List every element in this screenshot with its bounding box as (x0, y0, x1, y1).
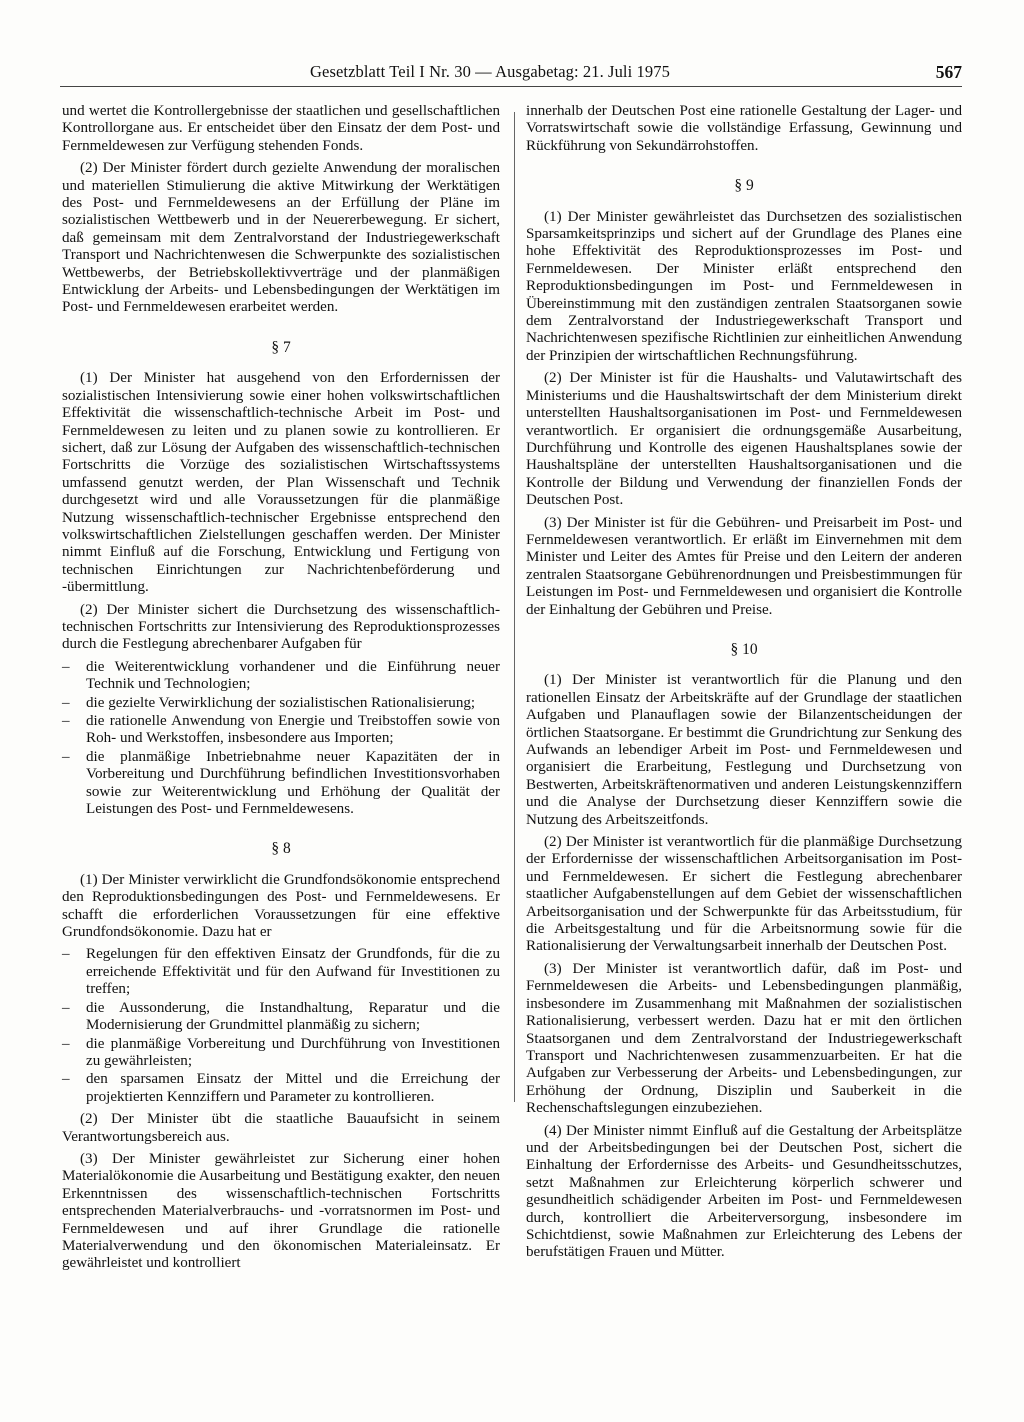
list-7 (62, 659, 500, 819)
list-item-text: die Aussonderung, die Instandhaltung, Reparatur und die Modernisierung der Grundmittel planmäßig zu sichern; (86, 999, 500, 1034)
paragraph-6-2: (2) Der Minister fördert durch gezielte Anwendung der moralischen und materiellen Stimulierung die aktive Mitwirkung der Werktätigen des Post- und Fernmeldewesens an der Erfüllung der Pläne im sozialistischen Wettbewerb und in der Neuererbewegung. Er sichert, daß gemeinsam mit dem Zentralvorstand der Industriegewerkschaft Transport und Nachrichtenwesen die Schwerpunkte des sozialistischen Wettbewerbs, der Betriebskollektivverträge und der planmäßigen Entwicklung der Arbeits- und Lebensbedingungen der Werktätigen im Post- und Fernmeldewesen erarbeitet werden. (62, 160, 500, 316)
list-item-text: die planmäßige Vorbereitung und Durchführung von Investitionen zu gewährleisten; (86, 1035, 500, 1069)
paragraph-8-3: (3) Der Minister gewährleistet zur Sicherung einer hohen Materialökonomie die Ausarbeitung und Bestätigung exakter, den neuen Erkenntnissen des wissenschaftlich-technischen Fortschritts entsprechenden Materialverbrauchs- und -vorratsnormen im Post- und Fernmeldewesen und auf ihrer Grundlage die rationelle Materialverwendung und den ökonomischen Materialeinsatz. Er gewährleistet und kontrolliert (62, 1150, 500, 1272)
paragraph-7-2: (2) Der Minister sichert die Durchsetzung des wissenschaftlich-technischen Fortschritts zur Intensivierung des Reproduktionsprozesses durch die Festlegung abrechenbarer Aufgaben für (62, 601, 500, 653)
list-item: – die gezielte Verwirklichung der sozialistischen Rationalisierung; (62, 694, 476, 711)
section-heading-9: § 9 (734, 177, 754, 195)
paragraph-10-2: (2) Der Minister ist verantwortlich für die planmäßige Durchsetzung der Erfordernisse der wissenschaftlichen Arbeitsorganisation im Post- und Fernmeldewesen. Er sichert die Festlegung abrechenbarer staatlicher Aufgabenstellungen auf dem Gebiet der wissenschaftlichen Arbeitsorganisation und der Schwerpunkte für das Arbeitsstudium, für die Arbeitsgestaltung und für die Arbeitsnormung sowie für die Rationalisierung der Verwaltungsarbeit innerhalb der Deutschen Post. (526, 834, 962, 955)
paragraph-10-1: (1) Der Minister ist verantwortlich für die Planung und den rationellen Einsatz der Arbeitskräfte auf der Grundlage der staatlichen Aufgaben und Planauflagen sowie der Bilanzentscheidungen der örtlichen Staatsorgane. Er bestimmt die Grundrichtung zur Senkung des Aufwands an lebendiger Arbeit im Post- und Fernmeldewesen und organisiert die Erarbeitung, Festlegung und Durchsetzung von Bestwerten, Arbeitskräftenormativen und anderen Leistungskennziffern und die Analyse der Durchsetzung dieser Kennziffern sowie die Nutzung des Arbeitszeitfonds. (526, 672, 962, 828)
list-item-text: den sparsamen Einsatz der Mittel und die Erreichung der projektierten Kennziffern und Parameter zu kontrollieren. (86, 1071, 500, 1105)
paragraph-8-2: (2) Der Minister übt die staatliche Bauaufsicht in seinem Verantwortungsbereich aus. (62, 1111, 500, 1145)
paragraph-9-3: (3) Der Minister ist für die Gebühren- und Preisarbeit im Post- und Fernmeldewesen verantwortlich. Er erläßt im Einvernehmen mit dem Minister und Leiter des Amtes für Preise und den Leitern der anderen zentralen Staatsorgane Gebührenordnungen und Preisbestimmungen für Leistungen im Post- und Fernmeldewesen und organisiert die Kontrolle der Einhaltung der Gebühren und Preise. (526, 514, 962, 618)
section-heading-7: § 7 (271, 338, 291, 356)
list-item: – die Weiterentwicklung vorhandener und die Einführung neuer Technik und Technologien; (62, 658, 500, 693)
list-item: – den sparsamen Einsatz der Mittel und die Erreichung der projektierten Kennziffern und Parameter zu kontrollieren. (62, 1071, 500, 1105)
right-column (526, 103, 962, 1267)
header-rule (60, 86, 962, 87)
list-item-text: die planmäßige Inbetriebnahme neuer Kapazitäten der in Vorbereitung und Durchführung befindlichen Investitionsvorhaben sowie zur Weiterentwicklung und Erhöhung der Qualität der Leistungen des Post- und Fernmeldewesens. (86, 748, 500, 818)
paragraph-9-1: (1) Der Minister gewährleistet das Durchsetzen des sozialistischen Sparsamkeitsprinzips und sichert auf der Grundlage des Planes eine hohe Effektivität des Reproduktionsprozesses im Post- und Fernmeldewesen. Der Minister erläßt entsprechend den Reproduktionsbedingungen im Post- und Fernmeldewesen in Übereinstimmung mit den zuständigen zentralen Staatsorganen sowie dem Zentralvorstand der Industriegewerkschaft Transport und Nachrichtenwesen spezifische Richtlinien zur einheitlichen Anwendung der Prinzipien der wirtschaftlichen Rechnungsführung. (526, 208, 962, 364)
section-heading-8: § 8 (271, 840, 291, 858)
page-header (60, 62, 962, 86)
paragraph-9-2: (2) Der Minister ist für die Haushalts- und Valutawirtschaft des Ministeriums und die Haushaltswirtschaft der dem Ministerium direkt unterstellten Haushaltsorganisationen im Post- und Fernmeldewesen verantwortlich. Er organisiert die ordnungsgemäße Ausarbeitung, Durchführung und Kontrolle des eigenen Haushaltsplanes sowie der Haushaltspläne der unterstellten Haushaltsorganisationen und die Kontrolle der Bildung und Verwendung der finanziellen Fonds der Deutschen Post. (526, 370, 962, 509)
list-item-text: Regelungen für den effektiven Einsatz der Grundfonds, für die zu erreichende Effektivität und für den Aufwand für Investitionen zu treffen; (86, 946, 500, 998)
paragraph-continued: innerhalb der Deutschen Post eine rationelle Gestaltung der Lager- und Vorratswirtschaft sowie die vollständige Erfassung, Gewinnung und Rückführung von Sekundärrohstoffen. (526, 103, 962, 154)
page-number: 567 (935, 62, 962, 82)
list-item-text: die gezielte Verwirklichung der sozialistischen Rationalisierung; (86, 694, 476, 711)
list-item-text: die rationelle Anwendung von Energie und Treibstoffen sowie von Roh- und Werkstoffen, insbesondere aus Importen; (86, 713, 500, 747)
list-item: – die planmäßige Inbetriebnahme neuer Kapazitäten der in Vorbereitung und Durchführung befindlichen Investitionsvorhaben sowie zur Weiterentwicklung und Erhöhung der Qualität der Leistungen des Post- und Fernmeldewesens. (62, 748, 500, 818)
paragraph-10-4: (4) Der Minister nimmt Einfluß auf die Gestaltung der Arbeitsplätze und der Arbeitsbedingungen bei der Deutschen Post, sichert die Einhaltung der Erfordernisse des Arbeits- und Gesundheitsschutzes, setzt Maßnahmen zur Erleichterung körperlich schwerer und gesundheitlich schädigender Arbeiten im Post- und Fernmeldewesen durch, kontrolliert die Arbeiterversorgung, insbesondere im Schichtdienst, sowie Maßnahmen zur Erleichterung des Lebens der berufstätigen Frauen und Mütter. (526, 1122, 962, 1261)
list-item: – die planmäßige Vorbereitung und Durchführung von Investitionen zu gewährleisten; (62, 1035, 500, 1069)
header-title: Gesetzblatt Teil I Nr. 30 — Ausgabetag: 21. Juli 1975 (310, 62, 670, 81)
paragraph-10-3: (3) Der Minister ist verantwortlich dafür, daß im Post- und Fernmeldewesen die Arbeits- und Lebensbedingungen planmäßig, insbesondere im Zusammenhang mit Maßnahmen der sozialistischen Rationalisierung, verbessert werden. Dazu hat er mit den örtlichen Staatsorganen und dem Zentralvorstand der Industriegewerkschaft Transport und Nachrichtenwesen zusammenzuarbeiten. Er hat die Aufgaben zur Verbesserung der Arbeits- und Lebensbedingungen, zur Erhöhung der Ordnung, Disziplin und Sauberkeit in die Rechenschaftslegungen einzubeziehen. (526, 960, 962, 1117)
list-item-text: die Weiterentwicklung vorhandener und die Einführung neuer Technik und Technologien; (86, 658, 500, 693)
left-column (62, 103, 500, 1278)
paragraph-7-1: (1) Der Minister hat ausgehend von den Erfordernissen der sozialistischen Intensivierung sowie einer hohen volkswirtschaftlichen Effektivität die wissenschaftlich-technische Arbeit im Post- und Fernmeldewesen zu leiten und zu planen sowie zu kontrollieren. Er sichert, daß zur Lösung der Aufgaben des wissenschaftlich-technischen Fortschritts die Vorzüge des sozialistischen Wirtschaftssystems umfassend genutzt werden, der Plan Wissenschaft und Technik durchgesetzt wird und alle Voraussetzungen für die planmäßige Nutzung wissenschaftlich-technischer Ergebnisse entsprechend den volkswirtschaftlichen Zielstellungen geschaffen werden. Der Minister nimmt Einfluß auf die Forschung, Entwicklung und Fertigung von technischen Einrichtungen zur Nachrichtenbeförderung und -übermittlung. (62, 370, 500, 596)
list-item: – Regelungen für den effektiven Einsatz der Grundfonds, für die zu erreichende Effektivität und für den Aufwand für Investitionen zu treffen; (62, 946, 500, 998)
section-heading-10: § 10 (730, 640, 758, 658)
paragraph-8-1: (1) Der Minister verwirklicht die Grundfondsökonomie entsprechend den Reproduktionsbedingungen des Post- und Fernmeldewesens. Er schafft die erforderlichen Voraussetzungen für eine effektive Grundfondsökonomie. Dazu hat er (62, 871, 500, 941)
list-item: – die Aussonderung, die Instandhaltung, Reparatur und die Modernisierung der Grundmittel planmäßig zu sichern; (62, 999, 500, 1034)
list-8 (62, 946, 500, 1106)
list-item: – die rationelle Anwendung von Energie und Treibstoffen sowie von Roh- und Werkstoffen, insbesondere aus Importen; (62, 713, 500, 747)
paragraph-continued: und wertet die Kontrollergebnisse der staatlichen und gesellschaftlichen Kontrollorgane aus. Er entscheidet über den Einsatz der dem Post- und Fernmeldewesen zur Verfügung stehenden Fonds. (62, 103, 500, 154)
column-divider (514, 112, 515, 1102)
